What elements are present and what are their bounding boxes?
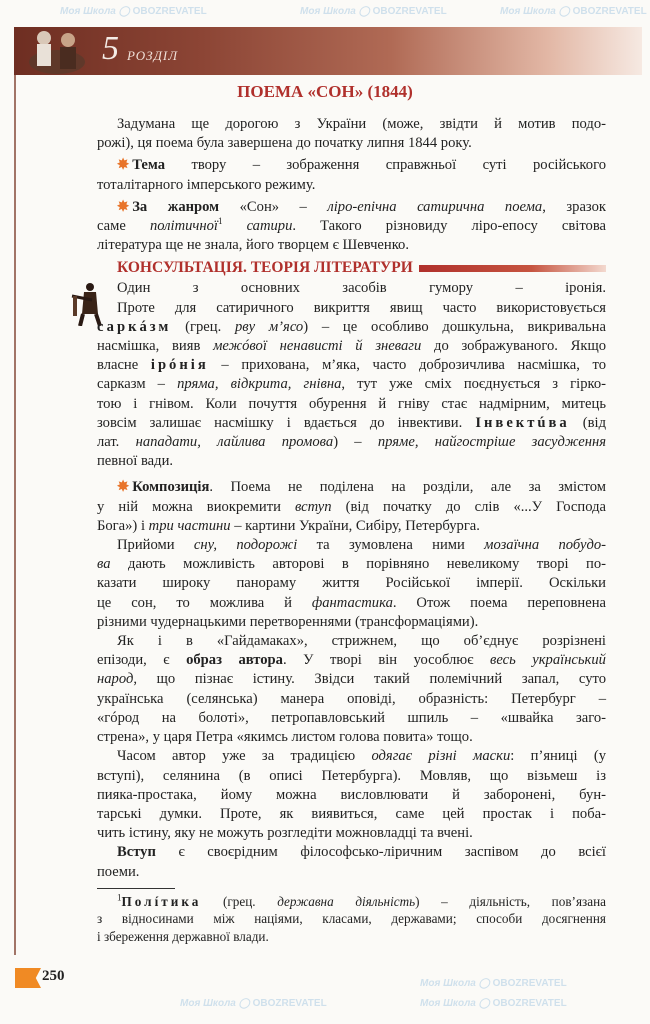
text-line [97, 910, 606, 928]
text-span: є своєрідним філософсько-ліричним заспівом до всієї [155, 844, 606, 861]
text-span: – прихована, м’яка, часто доброзичлива насмішка, то [208, 357, 606, 374]
text-span: , зразок [542, 198, 606, 215]
text-line [97, 375, 606, 394]
text-span: державна діяльність [277, 893, 416, 909]
chapter-number: 5 [102, 30, 119, 67]
term-text: саркáзм [97, 318, 172, 335]
term-text: Інвектúва [475, 414, 570, 431]
body-text [97, 115, 606, 882]
text-span: саме [97, 218, 150, 235]
text-line [97, 536, 606, 555]
text-span: українська (селянська) манера оповіді, образність: Петербург – [97, 690, 606, 707]
text-line [97, 893, 606, 911]
text-span: . Поема не поділена на розділи, але за змістом [209, 479, 606, 496]
text-line [97, 156, 606, 175]
text-line [97, 395, 606, 414]
text-line [97, 299, 606, 318]
text-span: (від [569, 414, 606, 431]
text-line [97, 670, 606, 689]
watermark: Моя Школа ◯ OBOZREVATEL [300, 6, 447, 17]
text-span: Прийоми [117, 537, 194, 554]
text-span: фантастика [311, 594, 393, 611]
text-line [97, 690, 606, 709]
text-span: тою і гнівом. Коли почуття обурення й гніву стає надмірним, митець [97, 395, 606, 412]
text-line [97, 217, 606, 236]
text-span: казати широку панораму життя Російської імперії. Оскільки [97, 575, 606, 592]
text-span: дають можливість авторові в порівняно невеликому творі по- [110, 556, 606, 573]
text-span: . У творі він уособлює [282, 652, 490, 669]
text-line [97, 198, 606, 217]
paragraph [97, 747, 606, 843]
text-span: рожі), ця поема була завершена до початку липня 1844 року. [97, 135, 472, 152]
paragraph [97, 632, 606, 747]
term-text: Вступ [117, 844, 156, 861]
text-span: Часом автор уже за традицією [117, 748, 372, 765]
text-line [97, 805, 606, 824]
text-span: ) – [333, 434, 378, 451]
text-span: лат. [97, 434, 136, 451]
watermark: Моя Школа ◯ OBOZREVATEL [500, 6, 647, 17]
text-span: та зумовлена ними [297, 537, 485, 554]
text-line [97, 356, 606, 375]
text-line [97, 613, 606, 632]
cossack-illustration-icon [22, 24, 92, 76]
text-span: «гóрод на болоті», петропавловський шпиль – «швайка заго- [97, 709, 606, 726]
text-span: , що пізнає істину. Звідси такий полемічний запал, суто [133, 671, 606, 688]
consultation-title: КОНСУЛЬТАЦІЯ. ТЕОРІЯ ЛІТЕРАТУРИ [117, 259, 413, 277]
consultation-heading [117, 258, 606, 278]
text-line [97, 632, 606, 651]
text-span: . Такого різновиду ліро-епосу світова [292, 218, 606, 235]
paragraph [97, 536, 606, 632]
text-span: епізоди, є [97, 652, 187, 669]
page-column [97, 115, 606, 945]
text-line [97, 414, 606, 433]
text-span: ва [97, 556, 111, 573]
text-span: (грец. [171, 318, 235, 335]
text-span: певної вади. [97, 453, 174, 470]
text-span: 1 [117, 892, 122, 903]
text-span: у ній можна виокремити [97, 498, 295, 515]
text-span: власне [97, 357, 151, 374]
orange-star-bullet-icon: ✸ [117, 157, 130, 174]
text-span: , тут уже сміх поєднується з гірко- [341, 376, 606, 393]
paragraph [97, 115, 606, 153]
text-line [97, 843, 606, 862]
text-span: (грец. [201, 893, 278, 909]
text-line [97, 498, 606, 517]
text-span: сатири [222, 218, 293, 235]
text-line [97, 594, 606, 613]
term-text: ірóнія [150, 357, 209, 374]
orange-star-bullet-icon: ✸ [117, 479, 130, 496]
text-span: і збереження державної влади. [97, 928, 269, 944]
text-span: тарські думки. Проте, як виявиться, саме цей простак і поба- [97, 805, 606, 822]
text-span: поеми. [97, 863, 140, 880]
text-line [97, 728, 606, 747]
text-span: тоталітарного імперського режиму. [97, 176, 316, 193]
text-span: . Отож поема переповнена [392, 594, 606, 611]
text-span: література ще не знала, його творцем є Шевченко. [97, 237, 410, 254]
text-span: до зображуваного. Якщо [421, 338, 606, 355]
text-span: сарказм – [97, 376, 178, 393]
text-span: 1 [217, 216, 223, 227]
text-span: межóвої ненависті й зневаги [213, 338, 422, 355]
text-line [97, 115, 606, 134]
page-title: ПОЕМА «СОН» (1844) [237, 82, 413, 101]
text-span: вступ [295, 498, 332, 515]
text-span: пияка-простака, йому можна висловлювати й заборонені, бун- [97, 786, 606, 803]
watermark: Моя Школа ◯ OBOZREVATEL [420, 998, 567, 1009]
text-span: Як і в «Гайдамаках», стрижнем, що об’єднує розрізнені [117, 633, 606, 650]
text-span: пряме, найгостріше засудження [377, 434, 606, 451]
text-span: насмішка, вияв [97, 338, 214, 355]
text-line [97, 824, 606, 843]
text-span: : п’яниці (у [510, 748, 607, 765]
text-line [97, 767, 606, 786]
text-span: нападати, лайлива промова [135, 434, 334, 451]
orange-star-bullet-icon: ✸ [117, 198, 130, 215]
heading-bar [419, 265, 606, 272]
paragraph [97, 843, 606, 881]
text-span: – картини України, Сибіру, Петербурга. [230, 517, 480, 534]
term-text: За жанром [132, 198, 220, 215]
text-span: пряма, відкрита, гнівна [177, 376, 342, 393]
text-line [97, 337, 606, 356]
text-line [97, 134, 606, 153]
footnote [97, 893, 606, 946]
text-span: політичної [149, 218, 218, 235]
text-span: народ [97, 671, 134, 688]
text-line [97, 747, 606, 766]
text-span: вступі), селянина (в описі Петербурга). Мовляв, що візьмеш із [97, 767, 606, 784]
text-span: чить істину, яку не можуть розгледіти можновладці та вчені. [97, 825, 473, 842]
text-span: рву м’ясо [234, 318, 304, 335]
text-span: «Сон» – [219, 198, 328, 215]
text-span: стрена», у царя Петра «якимсь листом голова повита» тощо. [97, 729, 473, 746]
text-line [97, 574, 606, 593]
text-span: ) – діяльність, пов’язана [415, 893, 606, 909]
watermark: Моя Школа ◯ OBOZREVATEL [180, 998, 327, 1009]
text-span: весь український [489, 652, 606, 669]
text-span: це сон, то можлива й [97, 594, 312, 611]
text-span: твору – зображення справжньої суті російського [165, 157, 606, 174]
bullet-paragraph [97, 198, 606, 256]
text-span: три частини [148, 517, 231, 534]
bullet-paragraph [97, 156, 606, 194]
text-span: ліро-епічна сатирична поема [327, 198, 543, 215]
chapter-label: РОЗДІЛ [127, 48, 178, 63]
text-line [97, 709, 606, 728]
text-line [97, 318, 606, 337]
watermark: Моя Школа ◯ OBOZREVATEL [60, 6, 207, 17]
text-span: з відносинами між націями, класами, державами; способи досягнення [97, 911, 606, 927]
text-span: (від початку до слів «...У Господа [331, 498, 606, 515]
text-span: зовсім залишає насмішку і вдається до інвективи. [97, 414, 476, 431]
text-line [97, 928, 606, 946]
text-line [97, 478, 606, 497]
watermark: Моя Школа ◯ OBOZREVATEL [420, 978, 567, 989]
text-span: Один з основних засобів гумору – іронія. [117, 280, 606, 297]
text-span: одягає різні маски [371, 748, 511, 765]
text-line [97, 863, 606, 882]
text-span: Проте для сатиричного викриття явищ часто використовується [117, 299, 606, 316]
text-line [97, 517, 606, 536]
page-number-flag [15, 968, 41, 988]
margin-rule [14, 75, 16, 955]
text-line [97, 433, 606, 452]
text-line [97, 555, 606, 574]
text-span: сну, подорожі [193, 537, 298, 554]
paragraph [97, 279, 606, 471]
text-line [97, 651, 606, 670]
text-span: ) – це особливо дошкульна, викривальна [303, 318, 606, 335]
term-text: Тема [132, 157, 166, 174]
text-span: мозаїчна побудо- [484, 537, 606, 554]
text-line [97, 236, 606, 255]
text-span: Бога») і [97, 517, 149, 534]
text-line [97, 279, 606, 298]
text-span: Задумана ще дорогою з України (може, звідти й мотив подо- [117, 116, 606, 132]
term-text: образ автора [186, 652, 283, 669]
text-span: різними чудернацькими перетвореннями (трансформаціями). [97, 613, 479, 630]
text-line [97, 786, 606, 805]
page-number: 250 [42, 968, 65, 984]
bullet-paragraph [97, 478, 606, 536]
term-text: Полíтика [121, 893, 202, 909]
text-line [97, 452, 606, 471]
term-text: Композиція [132, 479, 210, 496]
text-line [97, 176, 606, 195]
footnote-divider [97, 888, 175, 889]
